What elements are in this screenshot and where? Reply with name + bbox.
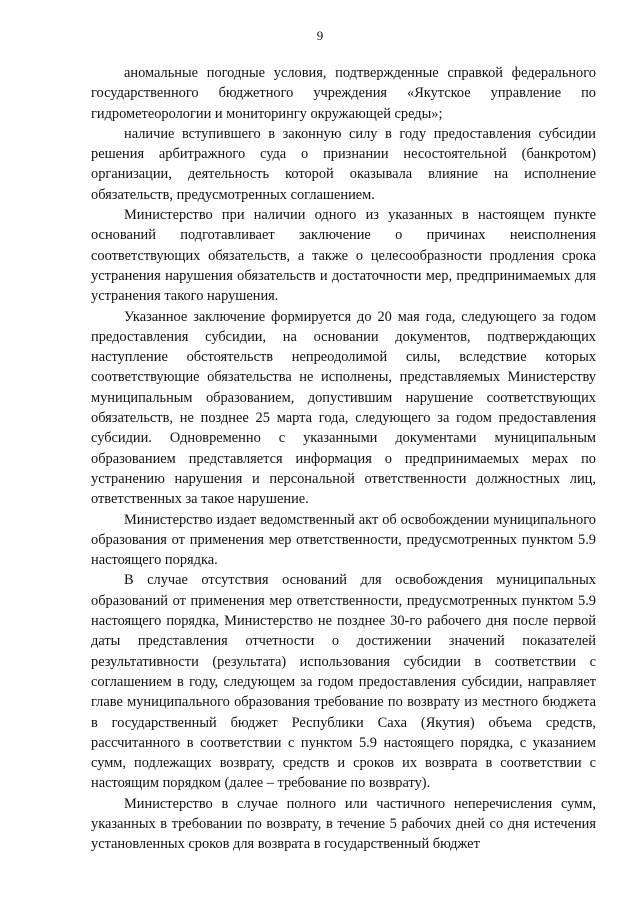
page-number: 9: [316, 28, 324, 43]
paragraph: Министерство издает ведомственный акт об освобождении муниципального образования от применения мер ответственности, предусмотренных пунктом 5.9 настоящего порядка.: [91, 511, 596, 569]
paragraph: Указанное заключение формируется до 20 мая года, следующего за годом предоставления субсидии, на основании документов, подтверждающих наступление обстоятельств непреодолимой силы, вследствие которых соответствующие обязательства не исполнены, представляемых Министерству муниципальным образованием, допустившим нарушение соответствующих обязательств, не позднее 25 марта года, следующего за годом предоставления субсидии. Одновременно с указанными документами муниципальным образованием представляется информация о предпринимаемых мерах по устранению нарушения и персональной ответственности должностных лиц, ответственных за такое нарушение.: [91, 308, 596, 508]
paragraph: Министерство при наличии одного из указанных в настоящем пункте оснований подготавливает заключение о причинах неисполнения соответствующих обязательств, а также о целесообразности продления срока устранения нарушения обязательств и достаточности мер, предпринимаемых для устранения такого нарушения.: [91, 207, 596, 305]
paragraph: наличие вступившего в законную силу в году предоставления субсидии решения арбитражного суда о признании несостоятельной (банкротом) организации, деятельность которой оказывала влияние на исполнение обязательств, предусмотренных соглашением.: [91, 125, 596, 203]
paragraph: В случае отсутствия оснований для освобождения муниципальных образований от применения мер ответственности, предусмотренных пунктом 5.9 настоящего порядка, Министерство не позднее 30-го рабочего дня после первой даты представления отчетности о достижении значений показателей результативности (результата) использования субсидии в соответствии с соглашением в году, следующем за годом предоставления субсидии, направляет главе муниципального образования требование по возврату из местного бюджета в государственный бюджет Республики Саха (Якутия) объема средств, рассчитанного в соответствии с пунктом 5.9 настоящего порядка, с указанием сумм, подлежащих возврату, средств и сроков их возврата в соответствии с настоящим порядком (далее – требование по возврату).: [91, 572, 596, 792]
document-body: [91, 63, 596, 855]
paragraph: Министерство в случае полного или частичного неперечисления сумм, указанных в требовании по возврату, в течение 5 рабочих дней со дня истечения установленных сроков для возврата в государственный бюджет: [91, 795, 596, 853]
paragraph: аномальные погодные условия, подтвержденные справкой федерального государственного бюджетного учреждения «Якутское управление по гидрометеорологии и мониторингу окружающей среды»;: [91, 65, 596, 122]
